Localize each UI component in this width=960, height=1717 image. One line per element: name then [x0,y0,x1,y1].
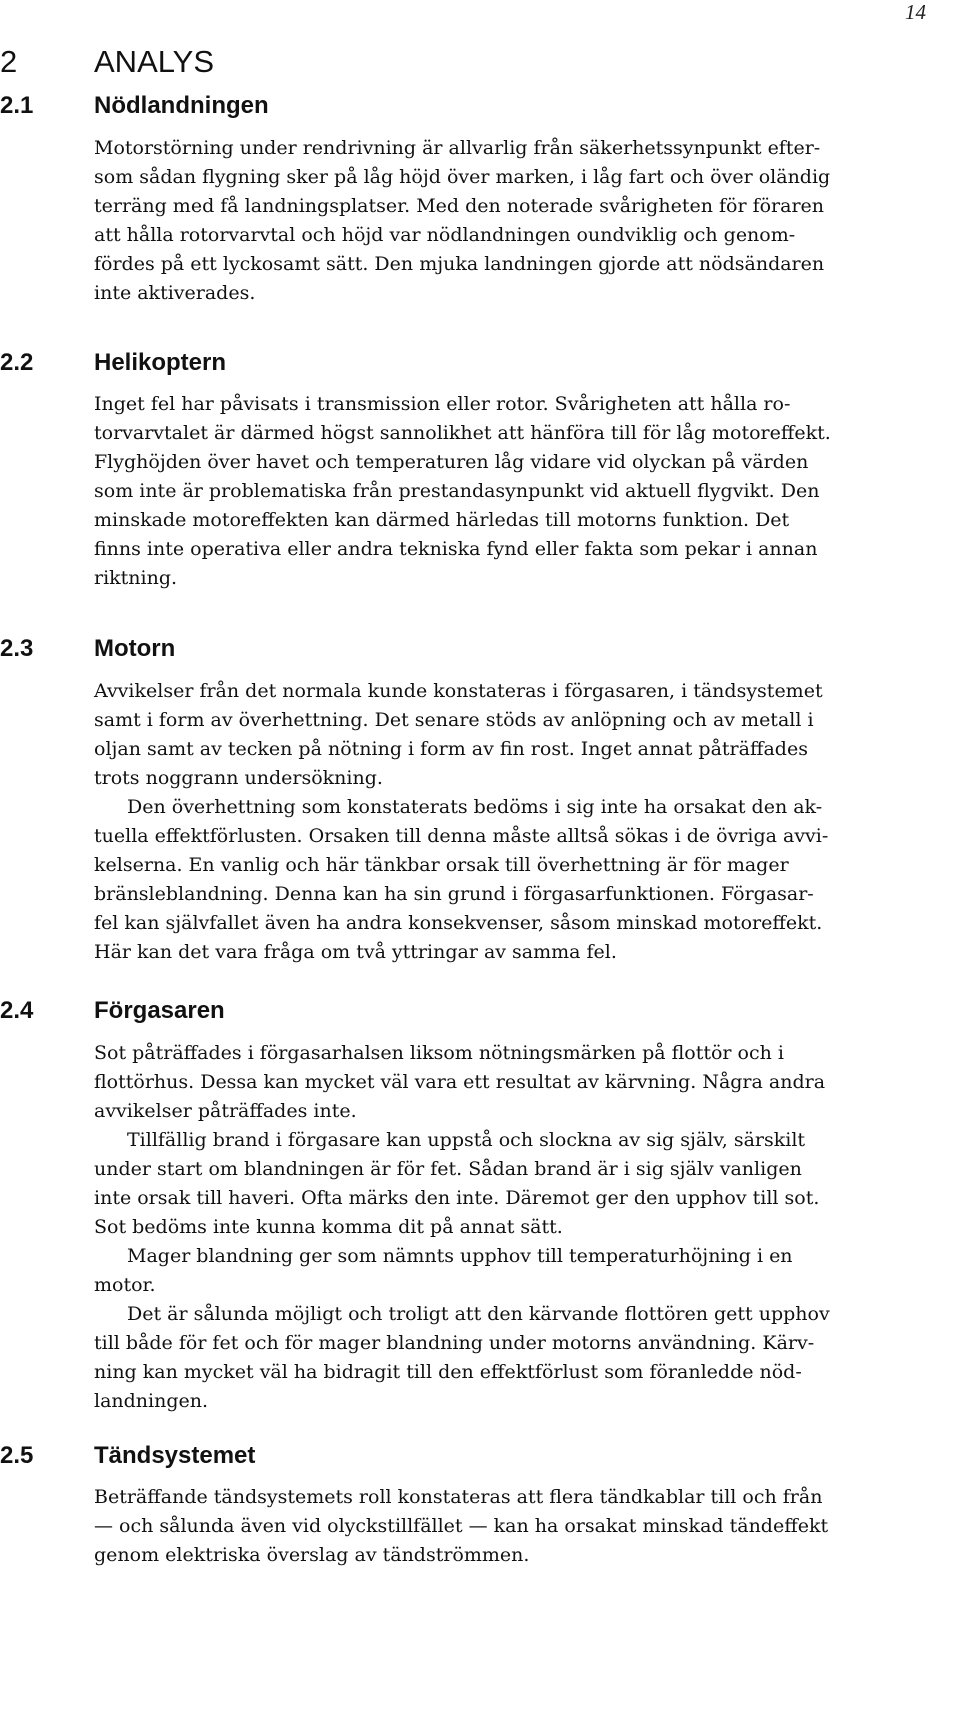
text-line: fördes på ett lyckosamt sätt. Den mjuka landningen gjorde att nödsändaren [94,253,825,275]
section-number: 2.1 [0,92,34,119]
section-body-2-5 [94,1483,939,1570]
text-line: under start om blandningen är för fet. Sådan brand är i sig själv vanligen [94,1158,802,1180]
text-line: riktning. [94,567,178,589]
section-heading-2-4 [0,997,225,1025]
text-line: Avvikelser från det normala kunde konstateras i förgasaren, i tändsystemet [94,680,823,702]
text-line: oljan samt av tecken på nötning i form av fin rost. Inget annat påträffades [94,738,808,760]
text-line: ning kan mycket väl ha bidragit till den effektförlust som föranledde nöd- [94,1361,802,1383]
section-heading-2-3 [0,635,175,663]
text-line: flottörhus. Dessa kan mycket väl vara ett resultat av kärvning. Några andra [94,1071,826,1093]
text-line: Sot bedöms inte kunna komma dit på annat sätt. [94,1216,563,1238]
text-line: Den överhettning som konstaterats bedöms i sig inte ha orsakat den ak- [127,796,823,818]
text-line: Beträffande tändsystemets roll konstateras att flera tändkablar till och från [94,1486,823,1508]
section-number: 2.4 [0,997,34,1024]
text-line: Det är sålunda möjligt och troligt att den kärvande flottören gett upphov [127,1303,830,1325]
section-body-2-1 [94,134,939,308]
text-line: Flyghöjden över havet och temperaturen låg vidare vid olyckan på värden [94,451,809,473]
text-line: genom elektriska överslag av tändströmmen. [94,1544,530,1566]
section-number: 2.5 [0,1442,34,1469]
section-title: Motorn [94,635,176,662]
text-line: Inget fel har påvisats i transmission eller rotor. Svårigheten att hålla ro- [94,393,791,415]
section-title: Tändsystemet [94,1442,256,1469]
text-line: till både för fet och för mager blandning under motorns användning. Kärv- [94,1332,815,1354]
text-line: motor. [94,1274,156,1296]
text-line: att hålla rotorvarvtal och höjd var nödlandningen oundviklig och genom- [94,224,796,246]
text-line: avvikelser påträffades inte. [94,1100,357,1122]
section-title: Helikoptern [94,349,227,376]
chapter-heading [0,44,214,80]
chapter-title: ANALYS [94,44,215,79]
text-line: finns inte operativa eller andra tekniska fynd eller fakta som pekar i annan [94,538,818,560]
text-line: som inte är problematiska från prestandasynpunkt vid aktuell flygvikt. Den [94,480,820,502]
section-body-2-4 [94,1039,939,1416]
section-number: 2.2 [0,349,34,376]
chapter-number: 2 [0,44,18,79]
text-line: bränsleblandning. Denna kan ha sin grund i förgasarfunktionen. Förgasar- [94,883,814,905]
text-line: terräng med få landningsplatser. Med den noterade svårigheten för föraren [94,195,825,217]
section-number: 2.3 [0,635,34,662]
text-line: — och sålunda även vid olyckstillfället — kan ha orsakat minskad tändeffekt [94,1515,829,1537]
section-title: Nödlandningen [94,92,269,119]
text-line: kelserna. En vanlig och här tänkbar orsak till överhettning är för mager [94,854,789,876]
text-line: samt i form av överhettning. Det senare stöds av anlöpning och av metall i [94,709,814,731]
text-line: landningen. [94,1390,209,1412]
section-title: Förgasaren [94,997,225,1024]
text-line: torvarvtalet är därmed högst sannolikhet att hänföra till för låg motoreffekt. [94,422,831,444]
text-line: Här kan det vara fråga om två yttringar av samma fel. [94,941,617,963]
section-body-2-2 [94,390,939,593]
text-line: som sådan flygning sker på låg höjd över marken, i låg fart och över oländig [94,166,831,188]
page-number: 14 [905,0,926,24]
section-heading-2-1 [0,92,269,120]
text-line: Sot påträffades i förgasarhalsen liksom nötningsmärken på flottör och i [94,1042,784,1064]
text-line: fel kan självfallet även ha andra konsekvenser, såsom minskad motoreffekt. [94,912,823,934]
text-line: Motorstörning under rendrivning är allvarlig från säkerhetssynpunkt efter- [94,137,821,159]
text-line: inte orsak till haveri. Ofta märks den inte. Däremot ger den upphov till sot. [94,1187,820,1209]
section-heading-2-2 [0,349,226,377]
text-line: tuella effektförlusten. Orsaken till denna måste alltså sökas i de övriga avvi- [94,825,829,847]
section-heading-2-5 [0,1442,255,1470]
text-line: inte aktiverades. [94,282,256,304]
text-line: Tillfällig brand i förgasare kan uppstå och slockna av sig själv, särskilt [127,1129,806,1151]
text-line: minskade motoreffekten kan därmed härledas till motorns funktion. Det [94,509,790,531]
section-body-2-3 [94,677,939,967]
text-line: Mager blandning ger som nämnts upphov till temperaturhöjning i en [127,1245,793,1267]
text-line: trots noggrann undersökning. [94,767,383,789]
